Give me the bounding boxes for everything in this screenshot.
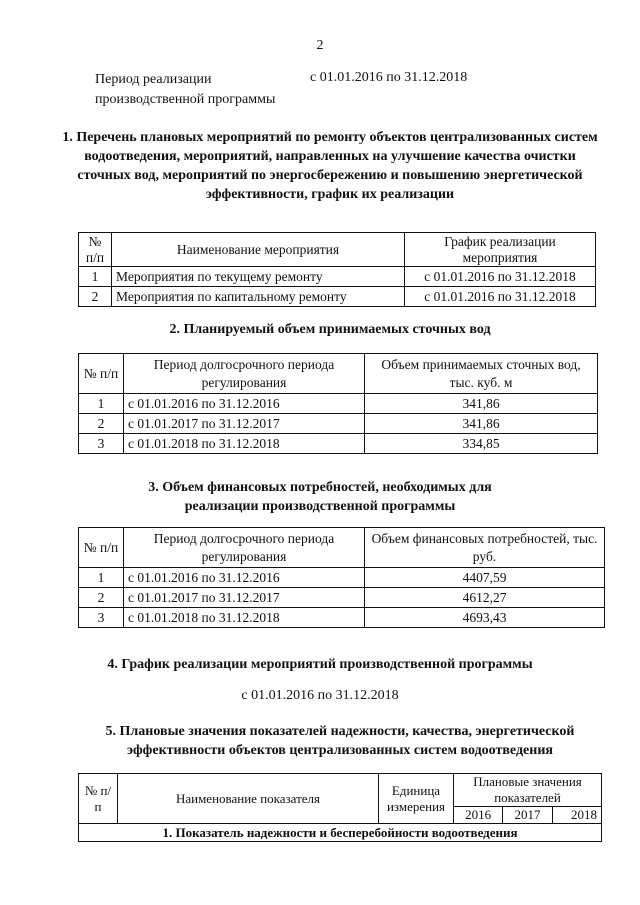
- table-cell: с 01.01.2016 по 31.12.2018: [405, 267, 596, 287]
- table-row: [79, 267, 596, 287]
- section2-title: 2. Планируемый объем принимаемых сточных вод: [169, 322, 491, 337]
- table-header-cell: Период долгосрочного периода регулирования: [124, 528, 365, 568]
- table-header-cell: № п/п: [79, 354, 124, 394]
- table-cell: 1: [79, 267, 112, 287]
- table-cell: 3: [79, 608, 124, 628]
- table-row: [79, 608, 605, 628]
- table-row: [79, 394, 598, 414]
- table-header-cell: № п/п: [79, 233, 112, 267]
- table-cell: с 01.01.2016 по 31.12.2016: [124, 568, 365, 588]
- wastewater-volume-table: [78, 353, 598, 454]
- table-header-cell: Объем принимаемых сточных вод, тыс. куб. м: [365, 354, 598, 394]
- table-row: [79, 414, 598, 434]
- period-value: с 01.01.2016 по 31.12.2018: [310, 70, 468, 85]
- financial-needs-table: [78, 527, 605, 628]
- table-cell: 334,85: [365, 434, 598, 454]
- table-cell: с 01.01.2018 по 31.12.2018: [124, 434, 365, 454]
- section4-title: 4. График реализации мероприятий производственной программы: [107, 657, 533, 672]
- indicators-table: [78, 773, 602, 842]
- table-header-cell: Объем финансовых потребностей, тыс. руб.: [365, 528, 605, 568]
- table-cell: 1: [79, 394, 124, 414]
- table-cell: 2: [79, 588, 124, 608]
- table-cell: Мероприятия по капитальному ремонту: [112, 287, 405, 307]
- table-cell: 2: [79, 414, 124, 434]
- table-row: [79, 287, 596, 307]
- table-cell: 341,86: [365, 414, 598, 434]
- table-header-cell: График реализации мероприятия: [405, 233, 596, 267]
- table-header-cell: Единица измерения: [379, 774, 454, 824]
- table-header-cell: Наименование показателя: [118, 774, 379, 824]
- table-header-cell: Плановые значения показателей: [454, 774, 602, 807]
- table-header-cell: № п/п: [79, 528, 124, 568]
- year-header-cell: 2017: [503, 807, 552, 824]
- section4-period: с 01.01.2016 по 31.12.2018: [241, 688, 399, 703]
- table-cell: 2: [79, 287, 112, 307]
- table-cell: 4612,27: [365, 588, 605, 608]
- table-cell: с 01.01.2016 по 31.12.2018: [405, 287, 596, 307]
- period-label-line1: Период реализации: [95, 72, 212, 87]
- year-header-cell: 2018: [552, 807, 601, 824]
- table-cell: с 01.01.2016 по 31.12.2016: [124, 394, 365, 414]
- table-cell: 4693,43: [365, 608, 605, 628]
- activities-table: [78, 232, 596, 307]
- table-row: [79, 568, 605, 588]
- period-label: [95, 70, 275, 110]
- table-cell: 1: [79, 568, 124, 588]
- table-header-cell: Период долгосрочного периода регулирования: [124, 354, 365, 394]
- table-cell: с 01.01.2017 по 31.12.2017: [124, 588, 365, 608]
- table-cell: Мероприятия по текущему ремонту: [112, 267, 405, 287]
- table-row: [79, 434, 598, 454]
- table-row: [79, 588, 605, 608]
- table-cell: 4407,59: [365, 568, 605, 588]
- indicator-group-header: 1. Показатель надежности и бесперебойности водоотведения: [79, 824, 602, 842]
- section1-title: 1. Перечень плановых мероприятий по ремонту объектов централизованных систем водоотведения, мероприятий, направленных на улучшение качества очистки сточных вод, мероприятий по энергосбережению и повышению энергетической эффективности, график их реализации: [62, 130, 598, 202]
- section5-title: 5. Плановые значения показателей надежности, качества, энергетической эффективности объектов централизованных систем водоотведения: [105, 724, 575, 758]
- table-header-cell: Наименование мероприятия: [112, 233, 405, 267]
- page-number: 2: [316, 38, 324, 53]
- table-cell: с 01.01.2018 по 31.12.2018: [124, 608, 365, 628]
- table-header-cell: № п/п: [79, 774, 118, 824]
- year-header-cell: 2016: [454, 807, 503, 824]
- section3-title: 3. Объем финансовых потребностей, необходимых для реализации производственной программы: [148, 480, 492, 514]
- table-cell: 341,86: [365, 394, 598, 414]
- period-label-line2: производственной программы: [95, 92, 276, 107]
- table-cell: с 01.01.2017 по 31.12.2017: [124, 414, 365, 434]
- table-cell: 3: [79, 434, 124, 454]
